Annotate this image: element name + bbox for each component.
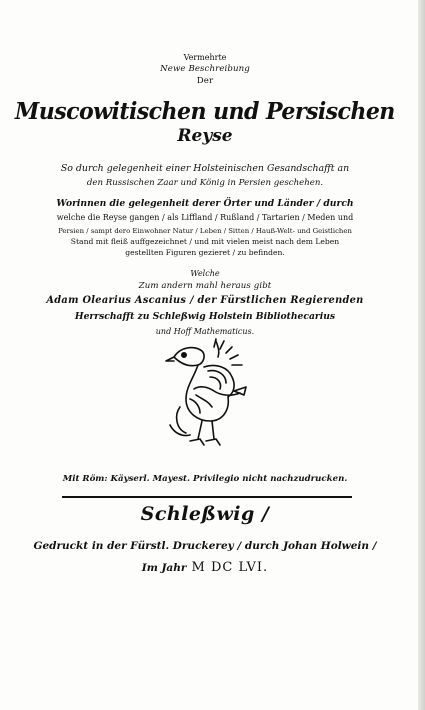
author-line-1: Adam Olearius Ascanius / der Fürstlichen Regierenden	[46, 295, 364, 306]
horizontal-rule	[62, 496, 352, 498]
zum-andern-line: Zum andern mahl heraus gibt	[138, 281, 272, 291]
description-line-4: Stand mit fleiß auffgezeichnet / und mit vielen meist nach dem Leben	[70, 237, 340, 246]
author-line-3: und Hoff Mathematicus.	[155, 327, 255, 336]
privilege-line: Mit Röm: Käyserl. Mayest. Privilegio nicht nachzudrucken.	[62, 474, 348, 484]
subtitle-line-2: den Russischen Zaar und König in Persien geschehen.	[86, 178, 324, 188]
description-line-1: Worinnen die gelegenheit derer Örter und Länder / durch	[56, 198, 354, 209]
title-line-vermehrte: Vermehrte	[183, 53, 227, 62]
welche-line: Welche	[190, 269, 220, 278]
main-title: Muscowitischen und Persischen	[15, 98, 395, 125]
title-line-newe-beschreibung: Newe Beschreibung	[160, 64, 250, 74]
author-line-2: Herrschafft zu Schleßwig Holstein Bibliothecarius	[74, 311, 336, 322]
description-line-2: welche die Reyse gangen / als Liffland / Rußland / Tartarien / Meden und	[56, 213, 354, 222]
imprint-city: Schleßwig /	[140, 503, 270, 525]
description-line-3: Persien / sampt dero Einwohner Natur / Leben / Sitten / Hauß-Welt- und Geistlichen	[58, 227, 352, 235]
title-line-der: Der	[196, 76, 214, 86]
description-line-5: gestellten Figuren gezieret / zu befinden.	[125, 248, 285, 257]
imprint-printer: Gedruckt in der Fürstl. Druckerey / durch Johan Holwein /	[33, 540, 377, 552]
printers-device-bird-illustration	[160, 337, 252, 453]
subtitle-line-1: So durch gelegenheit einer Holsteinischen Gesandschafft an	[60, 163, 350, 174]
imprint-year: Im Jahr M DC LVI.	[141, 560, 269, 575]
page-edge-shadow	[418, 0, 425, 710]
title-reyse: Reyse	[177, 126, 233, 146]
